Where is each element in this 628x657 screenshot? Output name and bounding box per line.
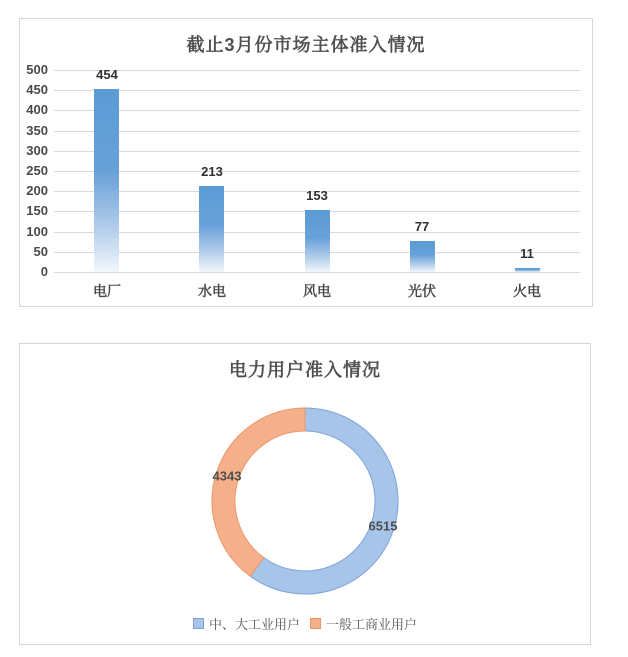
gridline xyxy=(54,90,580,91)
legend-swatch-orange-icon xyxy=(310,618,321,629)
bar-value-label: 454 xyxy=(96,67,118,82)
bar-水电[interactable] xyxy=(199,186,224,272)
y-axis-tick-label: 500 xyxy=(26,62,48,77)
y-axis-tick-label: 450 xyxy=(26,82,48,97)
slice-value-label: 4343 xyxy=(212,468,242,484)
gridline xyxy=(54,171,580,172)
gridline xyxy=(54,110,580,111)
donut-svg xyxy=(195,391,415,611)
bar-value-label: 153 xyxy=(306,188,328,203)
legend-item-industrial[interactable] xyxy=(193,614,300,633)
category-label: 火电 xyxy=(513,283,541,299)
bar-plot-area xyxy=(20,19,592,306)
y-axis-tick-label: 100 xyxy=(26,224,48,239)
category-label: 电厂 xyxy=(93,283,121,299)
legend-label: 中、大工业用户 xyxy=(208,617,300,632)
donut-slice-一般工商业用户[interactable] xyxy=(212,408,305,576)
gridline xyxy=(54,272,580,273)
donut-chart-panel xyxy=(19,343,591,645)
gridline xyxy=(54,151,580,152)
y-axis-tick-label: 0 xyxy=(40,264,48,279)
bar-value-label: 11 xyxy=(520,246,534,261)
bar-chart-panel xyxy=(19,18,593,307)
y-axis-tick-label: 200 xyxy=(26,183,48,198)
y-axis-tick-label: 400 xyxy=(26,102,48,117)
legend-swatch-blue-icon xyxy=(193,618,204,629)
bar-value-label: 213 xyxy=(201,164,223,179)
bar-chart-title: 截止3月份市场主体准入情况 xyxy=(186,35,426,55)
category-label: 水电 xyxy=(198,283,226,299)
y-axis-tick-label: 50 xyxy=(33,244,48,259)
y-axis-tick-label: 350 xyxy=(26,123,48,138)
legend-item-commercial[interactable] xyxy=(310,614,417,633)
y-axis-tick-label: 300 xyxy=(26,143,48,158)
bar-value-label: 77 xyxy=(414,219,430,234)
legend-label: 一般工商业用户 xyxy=(326,617,418,632)
bar-风电[interactable] xyxy=(305,210,330,272)
donut-plot-area xyxy=(195,391,415,611)
category-label: 风电 xyxy=(303,283,331,299)
donut-chart-title: 电力用户准入情况 xyxy=(229,360,381,380)
donut-legend xyxy=(20,614,590,633)
category-label: 光伏 xyxy=(408,283,436,299)
bar-光伏[interactable] xyxy=(410,241,435,272)
slice-value-label: 6515 xyxy=(368,518,398,534)
y-axis-tick-label: 250 xyxy=(26,163,48,178)
y-axis-tick-label: 150 xyxy=(26,203,48,218)
bar-电厂[interactable] xyxy=(94,89,119,272)
gridline xyxy=(54,131,580,132)
bar-火电[interactable] xyxy=(515,268,540,272)
